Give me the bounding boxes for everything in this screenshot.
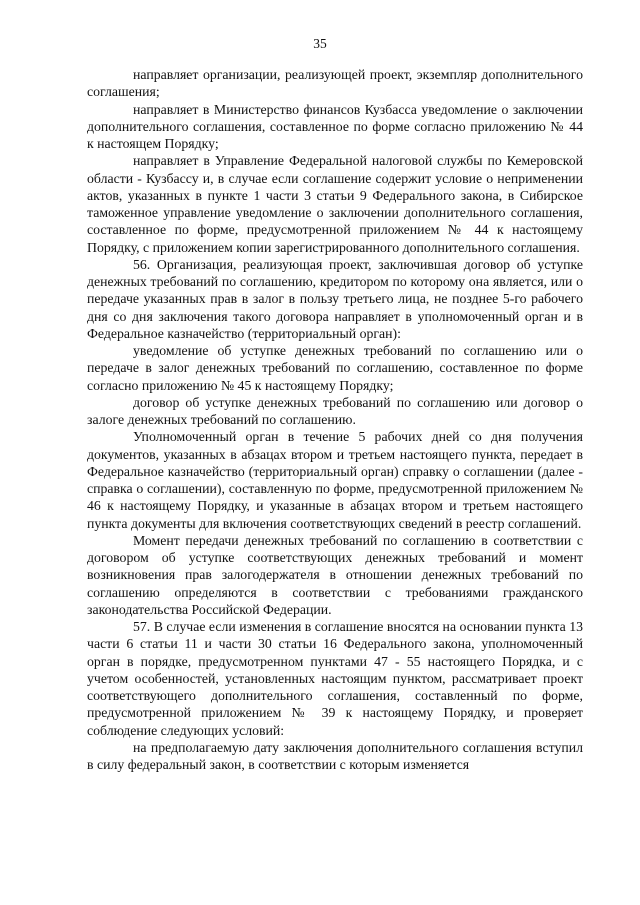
paragraph: Уполномоченный орган в течение 5 рабочих дней со дня получения документов, указанных в абзацах втором и третьем настоящего пункта, передает в Федеральное казначейство (территориальный орган) справку о соглашении (далее - справка о соглашении), составленную по форме, предусмотренной приложением № 46 к настоящему Порядку, и указанные в абзацах втором и третьем настоящего пункта документы для включения соответствующих сведений в реестр соглашений. [87, 429, 583, 531]
paragraph: 57. В случае если изменения в соглашение вносятся на основании пункта 13 части 6 статьи 11 и части 30 статьи 16 Федерального закона, уполномоченный орган в порядке, предусмотренном пунктами 47 - 55 настоящего Порядка, и с учетом особенностей, установленных настоящим пунктом, рассматривает проект соответствующего дополнительного соглашения, составленный по форме, предусмотренной приложением № 39 к настоящему Порядку, и проверяет соблюдение следующих условий: [87, 619, 583, 738]
paragraph: уведомление об уступке денежных требований по соглашению или о передаче в залог денежных требований по соглашению, составленное по форме согласно приложению № 45 к настоящему Порядку; [87, 343, 583, 393]
paragraph: направляет в Министерство финансов Кузбасса уведомление о заключении дополнительного соглашения, составленное по форме согласно приложению № 44 к настоящем Порядку; [87, 101, 583, 151]
paragraph: договор об уступке денежных требований по соглашению или договор о залоге денежных требований по соглашению. [87, 394, 583, 427]
document-body [87, 66, 583, 773]
paragraph: Момент передачи денежных требований по соглашению в соответствии с договором об уступке соответствующих денежных требований и момент возникновения прав залогодержателя в отношении денежных требований по соглашению определяются в соответствии с требованиями гражданского законодательства Российской Федерации. [87, 532, 583, 617]
paragraph: на предполагаемую дату заключения дополнительного соглашения вступил в силу федеральный закон, в соответствии с которым изменяется [87, 739, 583, 772]
paragraph: 56. Организация, реализующая проект, заключившая договор об уступке денежных требований по соглашению, кредитором по которому она является, или о передаче указанных прав в залог в пользу третьего лица, не позднее 5-го рабочего дня со дня заключения такого договора направляет в уполномоченный орган и в Федеральное казначейство (территориальный орган): [87, 256, 583, 341]
paragraph: направляет в Управление Федеральной налоговой службы по Кемеровской области - Кузбассу и, в случае если соглашение содержит условие о неприменении актов, указанных в пункте 1 части 3 статьи 9 Федерального закона, в Сибирское таможенное управление уведомление о заключении дополнительного соглашения, составленное по форме, предусмотренной приложением № 44 к настоящему Порядку, с приложением копии зарегистрированного дополнительного соглашения. [87, 153, 583, 255]
page-number: 35 [313, 36, 327, 51]
paragraph: направляет организации, реализующей проект, экземпляр дополнительного соглашения; [87, 67, 583, 100]
